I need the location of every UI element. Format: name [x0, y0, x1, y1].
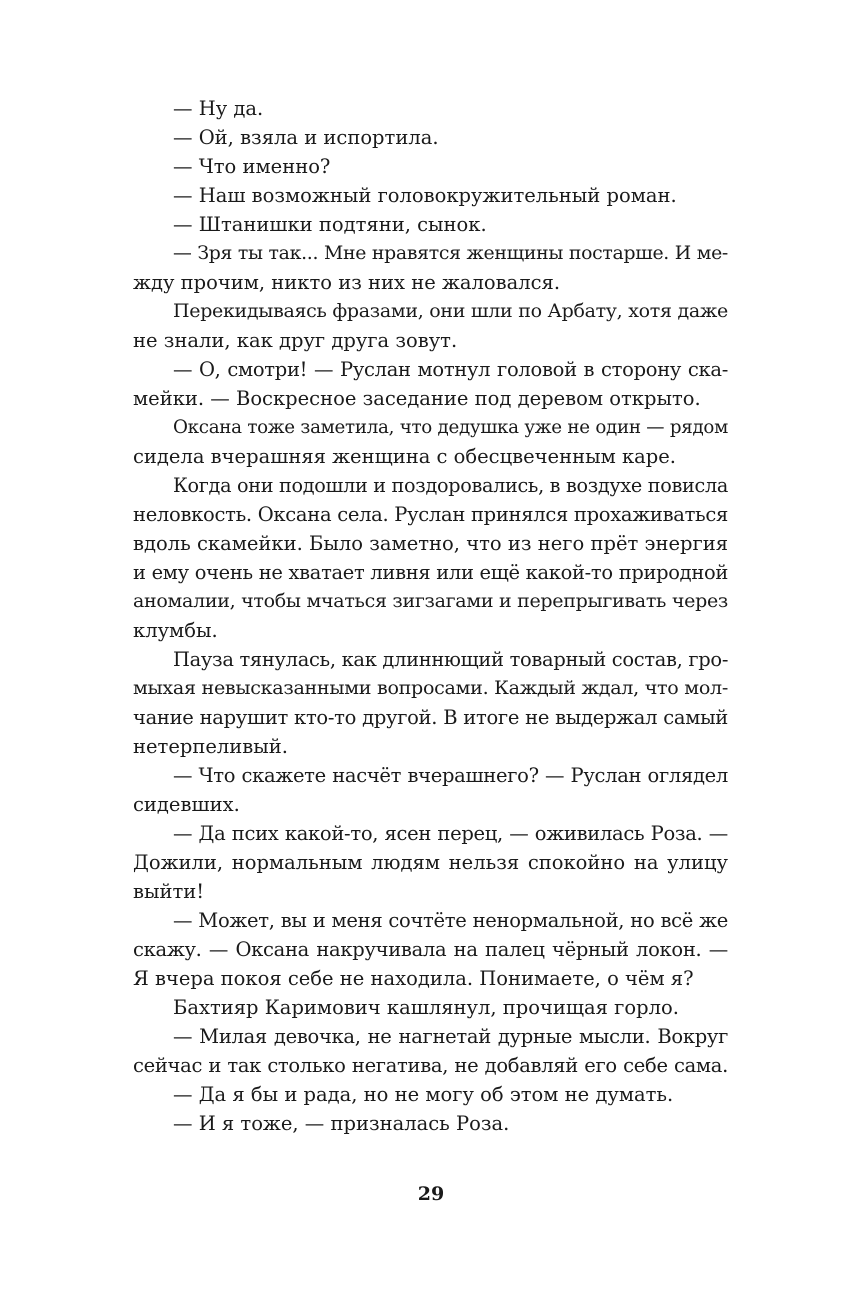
text-line: — Да я бы и рада, но не могу об этом не думать. [173, 1083, 674, 1106]
text-line: сейчас и так столько негатива, не добавляй его себе сама. [133, 1054, 728, 1077]
text-line: Я вчера покоя себе не находила. Понимаете, о чём я? [133, 967, 694, 990]
text-line: и ему очень не хватает ливня или ещё какой-то природной [133, 561, 728, 584]
text-line: жду прочим, никто из них не жаловался. [133, 271, 561, 294]
text-line: выйти! [133, 880, 205, 903]
text-line: Когда они подошли и поздоровались, в воздухе повисла [173, 474, 728, 497]
text-line: Бахтияр Каримович кашлянул, прочищая горло. [173, 996, 679, 1019]
text-line: Пауза тянулась, как длиннющий товарный состав, гро- [173, 648, 729, 671]
text-line: Оксана тоже заметила, что дедушка уже не один — рядом [173, 417, 728, 438]
text-line: чание нарушит кто-то другой. В итоге не выдержал самый [133, 706, 728, 729]
text-line: не знали, как друг друга зовут. [133, 329, 458, 352]
text-line: — Штанишки подтяни, сынок. [173, 213, 487, 236]
text-line: мыхая невысказанными вопросами. Каждый ждал, что мол- [133, 677, 728, 699]
text-line: вдоль скамейки. Было заметно, что из него прёт энергия [133, 532, 728, 555]
text-line: — Да псих какой-то, ясен перец, — оживилась Роза. — [173, 822, 728, 845]
text-line: Перекидываясь фразами, они шли по Арбату, хотя даже [173, 300, 728, 322]
text-line: мейки. — Воскресное заседание под деревом открыто. [133, 387, 701, 410]
text-line: — И я тоже, — призналась Роза. [173, 1112, 510, 1135]
text-line: аномалии, чтобы мчаться зигзагами и перепрыгивать через [133, 590, 728, 612]
text-line: — Может, вы и меня сочтёте ненормальной, но всё же [173, 909, 728, 932]
text-line: Дожили, нормальным людям нельзя спокойно на улицу [133, 851, 728, 874]
text-line: — Что скажете насчёт вчерашнего? — Руслан оглядел [173, 764, 728, 787]
text-line: — О, смотри! — Руслан мотнул головой в сторону ска- [173, 358, 728, 381]
text-line: скажу. — Оксана накручивала на палец чёрный локон. — [133, 938, 728, 961]
text-line: неловкость. Оксана села. Руслан принялся прохаживаться [133, 503, 728, 526]
text-line: — Наш возможный головокружительный роман. [173, 184, 677, 207]
text-line: нетерпеливый. [133, 735, 288, 758]
text-line: — Зря ты так... Мне нравятся женщины постарше. И ме- [173, 243, 728, 264]
text-line: — Что именно? [173, 155, 331, 178]
text-line: — Ой, взяла и испортила. [173, 126, 439, 149]
text-line: — Ну да. [173, 97, 264, 120]
text-line: сидевших. [133, 793, 240, 816]
text-line: сидела вчерашняя женщина с обесцвеченным каре. [133, 445, 677, 468]
text-line: клумбы. [133, 619, 218, 642]
page-number: 29 [417, 1183, 445, 1205]
text-line: — Милая девочка, не нагнетай дурные мысли. Вокруг [173, 1025, 728, 1048]
